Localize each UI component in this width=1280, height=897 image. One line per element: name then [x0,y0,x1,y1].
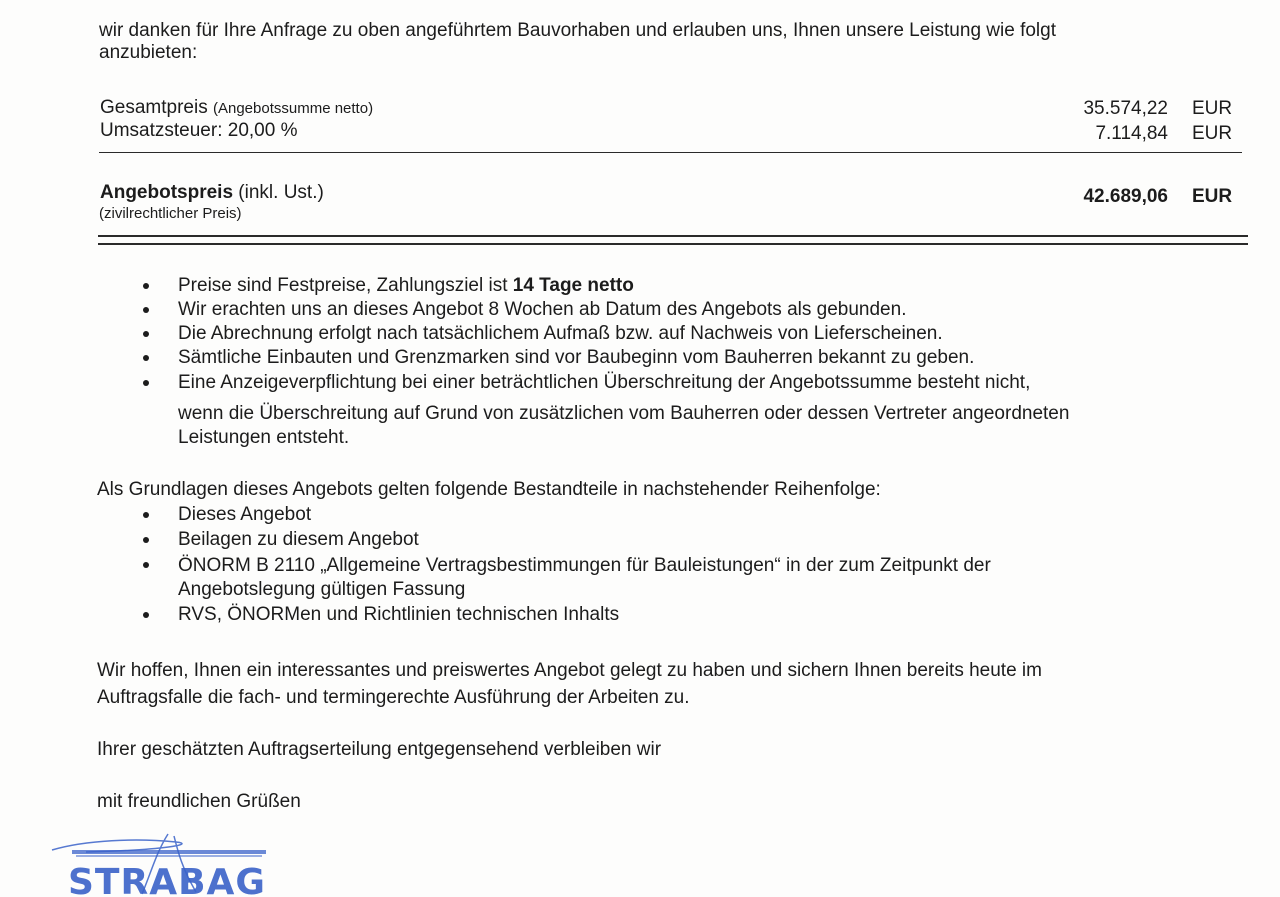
net-price-currency: EUR [1192,98,1233,119]
net-price-sublabel: (Angebotssumme netto) [212,100,374,117]
tax-amount: 7.114,84 [1095,123,1168,144]
greeting: mit freundlichen Grüßen [97,791,301,812]
bullet-marker [143,380,149,386]
bullet-marker [143,355,149,361]
condition-item-installations: Sämtliche Einbauten und Grenzmarken sind vor Baubeginn vom Bauherren bekannt zu geben. [178,347,975,368]
company-stamp-logo [46,828,276,897]
basis-item-attachments: Beilagen zu diesem Angebot [178,529,419,550]
condition-payment-terms: 14 Tage netto [512,275,634,296]
total-title-suffix: (inkl. Ust.) [233,182,324,203]
condition-item-overrun-line-3: Leistungen entsteht. [178,427,350,448]
subtotal-divider [99,152,1242,153]
basis-heading: Als Grundlagen dieses Angebots gelten folgende Bestandteile in nachstehender Reihenfolge: [97,479,881,500]
net-price-title: Gesamtpreis [100,97,208,118]
intro-line-2: anzubieten: [99,42,198,63]
basis-item-onorm-line-1: ÖNORM B 2110 „Allgemeine Vertragsbestimmungen für Bauleistungen“ in der zum Zeitpunkt der [178,555,991,576]
total-note: (zivilrechtlicher Preis) [99,205,242,222]
tax-label: Umsatzsteuer: 20,00 % [100,120,298,141]
condition-item-validity: Wir erachten uns an dieses Angebot 8 Wochen ab Datum des Angebots als gebunden. [178,299,907,320]
closing-paragraph-line-2: Auftragsfalle die fach- und termingerechte Ausführung der Arbeiten zu. [97,687,690,708]
bullet-marker [143,612,149,618]
condition-item-payment [178,274,634,298]
total-double-rule-bottom [98,243,1248,245]
net-price-label [100,96,373,120]
bullet-marker [143,562,149,568]
total-label [100,181,324,205]
total-currency: EUR [1192,186,1233,207]
bullet-marker [143,331,149,337]
stamp-text: STRABAG [68,862,266,897]
closing-paragraph-line-1: Wir hoffen, Ihnen ein interessantes und preiswertes Angebot gelegt zu haben und sichern Ihnen bereits heute im [97,660,1042,681]
bullet-marker [143,283,149,289]
condition-payment-text: Preise sind Festpreise, Zahlungsziel ist [178,275,513,296]
basis-item-offer: Dieses Angebot [178,504,312,525]
total-title: Angebotspreis [100,182,234,203]
bullet-marker [143,307,149,313]
intro-line-1: wir danken für Ihre Anfrage zu oben angeführtem Bauvorhaben und erlauben uns, Ihnen unsere Leistung wie folgt [99,20,1056,41]
closing-line: Ihrer geschätzten Auftragserteilung entgegensehend verbleiben wir [97,739,662,760]
total-amount: 42.689,06 [1083,186,1168,207]
bullet-marker [143,537,149,543]
total-double-rule-top [98,235,1248,237]
net-price-amount: 35.574,22 [1083,98,1168,119]
condition-item-overrun-line-2: wenn die Überschreitung auf Grund von zusätzlichen vom Bauherren oder dessen Vertreter angeordneten [178,403,1070,424]
condition-item-billing: Die Abrechnung erfolgt nach tatsächlichem Aufmaß bzw. auf Nachweis von Lieferscheinen. [178,323,943,344]
basis-item-rvs: RVS, ÖNORMen und Richtlinien technischen Inhalts [178,604,620,625]
bullet-marker [143,512,149,518]
basis-item-onorm-line-2: Angebotslegung gültigen Fassung [178,579,466,600]
tax-currency: EUR [1192,123,1233,144]
condition-item-overrun-line-1: Eine Anzeigeverpflichtung bei einer beträchtlichen Überschreitung der Angebotssumme besteht nicht, [178,372,1031,393]
